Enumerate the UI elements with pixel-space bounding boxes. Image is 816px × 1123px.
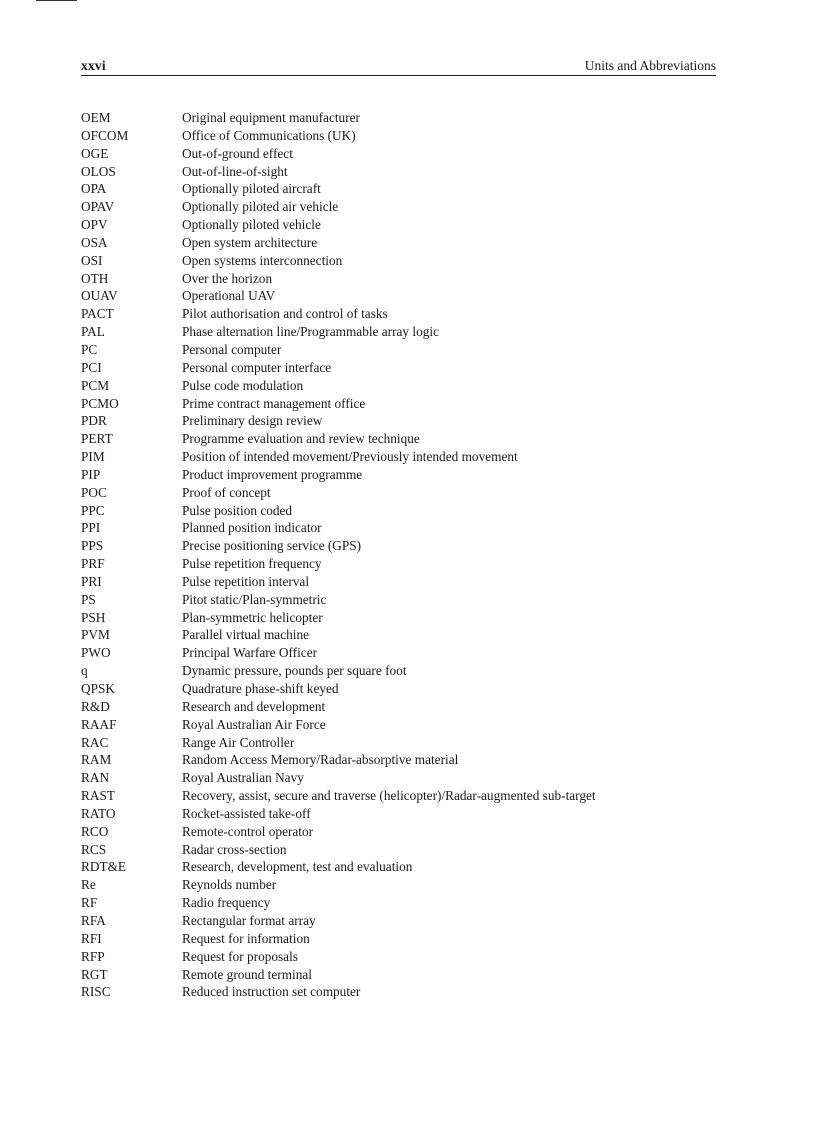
abbreviation-definition: Position of intended movement/Previously intended movement <box>182 449 518 465</box>
abbreviation-definition: Product improvement programme <box>182 466 363 482</box>
abbreviation-row <box>81 287 721 305</box>
abbreviation-definition: Personal computer interface <box>182 359 332 375</box>
abbreviation-row <box>81 787 721 805</box>
abbreviation-row <box>81 519 721 537</box>
abbreviation-definition: Reduced instruction set computer <box>182 984 361 1000</box>
abbreviation-term: PIM <box>81 449 105 465</box>
abbreviation-term: RAST <box>81 788 115 804</box>
abbreviation-term: OPAV <box>81 199 115 215</box>
abbreviation-definition: Request for information <box>182 930 310 946</box>
page-number: xxvi <box>81 58 106 73</box>
abbreviation-definition: Remote-control operator <box>182 823 314 839</box>
abbreviation-row <box>81 751 721 769</box>
abbreviation-definition: Out-of-line-of-sight <box>182 163 288 179</box>
abbreviation-definition: Prime contract management office <box>182 395 366 411</box>
abbreviation-list <box>81 109 721 1001</box>
abbreviation-term: RGT <box>81 966 108 982</box>
abbreviation-row <box>81 966 721 984</box>
abbreviation-term: OUAV <box>81 288 118 304</box>
abbreviation-term: PC <box>81 341 98 357</box>
abbreviation-row <box>81 983 721 1001</box>
abbreviation-term: RISC <box>81 984 111 1000</box>
abbreviation-term: OEM <box>81 110 111 125</box>
abbreviation-definition: Open systems interconnection <box>182 252 343 268</box>
abbreviation-row <box>81 948 721 966</box>
abbreviation-row <box>81 466 721 484</box>
abbreviation-row <box>81 591 721 609</box>
abbreviation-definition: Programme evaluation and review technique <box>182 431 420 447</box>
abbreviation-row <box>81 359 721 377</box>
abbreviation-definition: Royal Australian Navy <box>182 770 304 786</box>
abbreviation-row <box>81 876 721 894</box>
abbreviation-definition: Plan-symmetric helicopter <box>182 609 323 625</box>
abbreviation-definition: Precise positioning service (GPS) <box>182 538 362 554</box>
abbreviation-term: PRF <box>81 556 105 572</box>
running-title: Units and Abbreviations <box>584 58 716 73</box>
abbreviation-term: RCS <box>81 841 107 857</box>
abbreviation-term: OSI <box>81 252 103 268</box>
abbreviation-definition: Royal Australian Air Force <box>182 716 326 732</box>
abbreviation-row <box>81 109 721 127</box>
abbreviation-definition: Out-of-ground effect <box>182 145 293 161</box>
abbreviation-row <box>81 395 721 413</box>
abbreviation-row <box>81 180 721 198</box>
abbreviation-row <box>81 216 721 234</box>
abbreviation-row <box>81 377 721 395</box>
abbreviation-definition: Operational UAV <box>182 288 276 304</box>
abbreviation-definition: Recovery, assist, secure and traverse (helicopter)/Radar-augmented sub-target <box>182 788 596 804</box>
abbreviation-term: RATO <box>81 805 116 821</box>
abbreviation-definition: Pulse repetition frequency <box>182 556 322 572</box>
abbreviation-row <box>81 502 721 520</box>
abbreviation-definition: Research, development, test and evaluation <box>182 859 413 875</box>
abbreviation-row <box>81 662 721 680</box>
abbreviation-term: PWO <box>81 645 111 661</box>
abbreviation-term: OSA <box>81 234 108 250</box>
abbreviation-term: PCI <box>81 359 102 375</box>
abbreviation-term: POC <box>81 484 107 500</box>
abbreviation-row <box>81 626 721 644</box>
abbreviation-term: RFP <box>81 948 105 964</box>
abbreviation-term: RFA <box>81 912 106 928</box>
abbreviation-term: RFI <box>81 930 102 946</box>
abbreviation-term: RCO <box>81 823 109 839</box>
abbreviation-row <box>81 609 721 627</box>
abbreviation-row <box>81 573 721 591</box>
abbreviation-term: PRI <box>81 573 102 589</box>
abbreviation-row <box>81 555 721 573</box>
abbreviation-term: PCM <box>81 377 110 393</box>
abbreviation-term: RAAF <box>81 716 117 732</box>
abbreviation-definition: Radar cross-section <box>182 841 287 857</box>
abbreviation-term: q <box>81 663 88 679</box>
abbreviation-term: R&D <box>81 698 110 714</box>
abbreviation-term: OGE <box>81 145 109 161</box>
abbreviation-row <box>81 430 721 448</box>
abbreviation-term: OLOS <box>81 163 116 179</box>
abbreviation-definition: Pulse repetition interval <box>182 573 310 589</box>
abbreviation-row <box>81 484 721 502</box>
abbreviation-term: PPI <box>81 520 101 536</box>
abbreviation-row <box>81 537 721 555</box>
abbreviation-row <box>81 448 721 466</box>
abbreviation-definition: Reynolds number <box>182 877 277 893</box>
abbreviation-term: Re <box>81 877 96 893</box>
abbreviation-row <box>81 412 721 430</box>
abbreviation-definition: Open system architecture <box>182 234 318 250</box>
abbreviation-row <box>81 769 721 787</box>
abbreviation-definition: Phase alternation line/Programmable array logic <box>182 324 439 340</box>
abbreviation-row <box>81 341 721 359</box>
abbreviation-row <box>81 716 721 734</box>
abbreviation-term: PS <box>81 591 96 607</box>
abbreviation-term: PDR <box>81 413 107 429</box>
abbreviation-row <box>81 734 721 752</box>
crop-mark <box>36 0 77 1</box>
abbreviation-row <box>81 323 721 341</box>
abbreviation-term: OPV <box>81 217 108 233</box>
abbreviation-definition: Optionally piloted vehicle <box>182 217 321 233</box>
abbreviation-row <box>81 163 721 181</box>
abbreviation-term: PACT <box>81 306 114 322</box>
abbreviation-definition: Original equipment manufacturer <box>182 110 360 125</box>
abbreviation-definition: Personal computer <box>182 341 282 357</box>
abbreviation-row <box>81 823 721 841</box>
abbreviation-row <box>81 858 721 876</box>
abbreviation-term: RF <box>81 895 98 911</box>
abbreviation-row <box>81 805 721 823</box>
abbreviation-row <box>81 644 721 662</box>
abbreviation-row <box>81 127 721 145</box>
abbreviation-definition: Planned position indicator <box>182 520 322 536</box>
abbreviation-term: PIP <box>81 466 101 482</box>
abbreviation-definition: Research and development <box>182 698 326 714</box>
abbreviation-definition: Quadrature phase-shift keyed <box>182 681 339 696</box>
abbreviation-row <box>81 234 721 252</box>
abbreviation-row <box>81 270 721 288</box>
abbreviation-row <box>81 698 721 716</box>
abbreviation-term: PAL <box>81 324 105 340</box>
abbreviation-definition: Pulse code modulation <box>182 377 304 393</box>
abbreviation-term: PVM <box>81 627 110 643</box>
abbreviation-definition: Radio frequency <box>182 895 271 911</box>
abbreviation-term: RAN <box>81 770 110 786</box>
abbreviation-definition: Proof of concept <box>182 484 271 500</box>
abbreviation-definition: Pitot static/Plan-symmetric <box>182 591 327 607</box>
abbreviation-term: OFCOM <box>81 127 129 143</box>
abbreviation-term: RDT&E <box>81 859 127 875</box>
abbreviation-term: PPS <box>81 538 104 554</box>
abbreviation-row <box>81 145 721 163</box>
abbreviation-term: PCMO <box>81 395 119 411</box>
abbreviation-definition: Range Air Controller <box>182 734 295 750</box>
abbreviation-row <box>81 198 721 216</box>
abbreviation-definition: Optionally piloted aircraft <box>182 181 321 197</box>
abbreviation-row <box>81 912 721 930</box>
abbreviation-definition: Random Access Memory/Radar-absorptive material <box>182 752 459 768</box>
abbreviation-term: OPA <box>81 181 107 197</box>
abbreviation-term: PERT <box>81 431 113 447</box>
abbreviation-row <box>81 252 721 270</box>
abbreviation-definition: Preliminary design review <box>182 413 323 429</box>
abbreviation-definition: Request for proposals <box>182 948 298 964</box>
abbreviation-definition: Rocket-assisted take-off <box>182 805 311 821</box>
abbreviation-definition: Principal Warfare Officer <box>182 645 318 661</box>
abbreviation-definition: Parallel virtual machine <box>182 627 310 643</box>
abbreviation-row <box>81 680 721 698</box>
abbreviation-definition: Pulse position coded <box>182 502 293 518</box>
abbreviation-row <box>81 841 721 859</box>
abbreviation-definition: Over the horizon <box>182 270 273 286</box>
abbreviation-term: RAM <box>81 752 112 768</box>
abbreviation-term: PSH <box>81 609 106 625</box>
abbreviation-definition: Optionally piloted air vehicle <box>182 199 339 215</box>
abbreviation-definition: Dynamic pressure, pounds per square foot <box>182 663 407 679</box>
abbreviation-term: PPC <box>81 502 105 518</box>
abbreviation-row <box>81 305 721 323</box>
abbreviation-definition: Pilot authorisation and control of tasks <box>182 306 388 322</box>
abbreviation-row <box>81 930 721 948</box>
abbreviation-definition: Rectangular format array <box>182 912 316 928</box>
abbreviation-definition: Office of Communications (UK) <box>182 127 356 143</box>
abbreviation-term: RAC <box>81 734 109 750</box>
abbreviation-definition: Remote ground terminal <box>182 966 312 982</box>
abbreviation-row <box>81 894 721 912</box>
abbreviation-term: QPSK <box>81 681 115 696</box>
abbreviation-term: OTH <box>81 270 109 286</box>
page-header <box>81 56 716 76</box>
